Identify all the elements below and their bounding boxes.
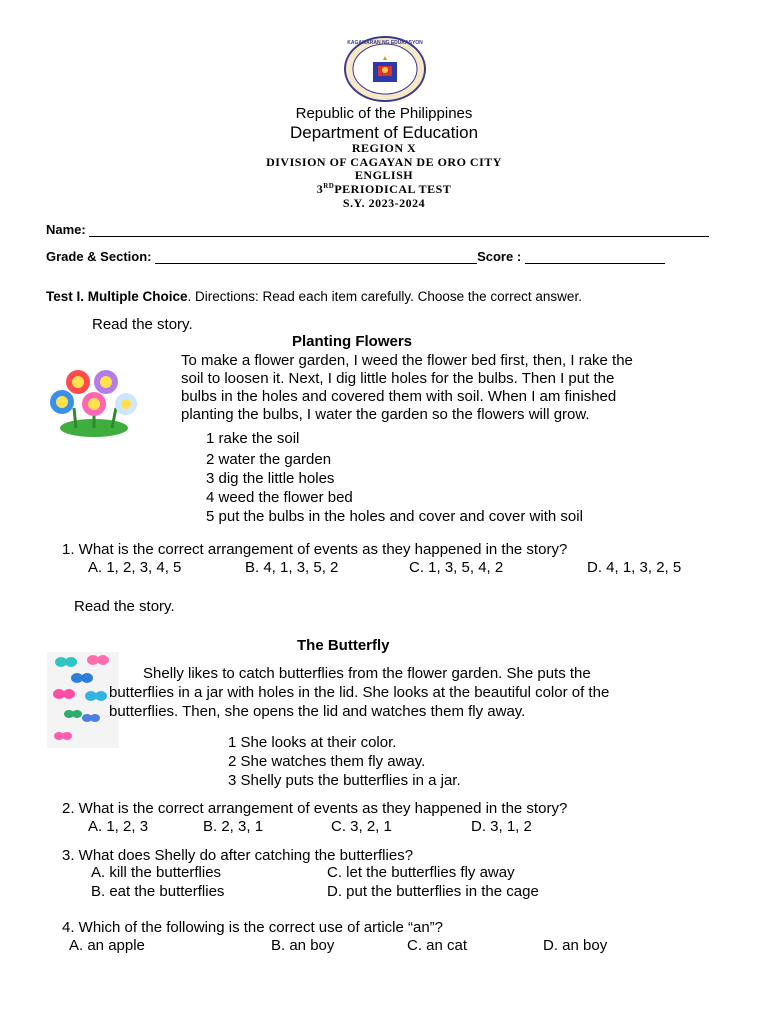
seal-text: KAGAWARAN NG EDUKASYON [347, 40, 423, 46]
test-ordinal-suffix: RD [323, 182, 335, 190]
story2-title: The Butterfly [297, 637, 390, 654]
department-title: Department of Education [289, 123, 479, 142]
q1-question: 1. What is the correct arrangement of events as they happened in the story? [62, 541, 568, 558]
school-year: S.Y. 2023-2024 [342, 196, 426, 210]
story2-event: 1 She looks at their color. [228, 734, 397, 751]
story2-line: butterflies. Then, she opens the lid and watches them fly away. [109, 703, 526, 720]
story1-line: bulbs in the holes and covered them with soil. When I am finished [181, 388, 617, 405]
test-name: PERIODICAL TEST [334, 182, 452, 196]
story1-intro: Read the story. [92, 316, 193, 333]
q3-choice-a[interactable]: A. kill the butterflies [91, 864, 222, 881]
story2-event: 2 She watches them fly away. [228, 753, 426, 770]
subject-title: ENGLISH [354, 168, 414, 182]
q2-question: 2. What is the correct arrangement of events as they happened in the story? [62, 800, 568, 817]
name-line[interactable] [89, 236, 709, 237]
name-label: Name: [46, 222, 86, 237]
story2-line: Shelly likes to catch butterflies from the flower garden. She puts the [143, 665, 591, 682]
grade-section-line[interactable] [155, 263, 477, 264]
story2-event: 3 Shelly puts the butterflies in a jar. [228, 772, 461, 789]
story1-event: 5 put the bulbs in the holes and cover and cover with soil [206, 508, 583, 525]
grade-section-label: Grade & Section: [46, 249, 152, 264]
story1-line: To make a flower garden, I weed the flower bed first, then, I rake the [181, 352, 633, 369]
test-ordinal: 3 [316, 182, 324, 196]
story1-line: planting the bulbs, I water the garden so the flowers will grow. [181, 406, 590, 423]
division-title: DIVISION OF CAGAYAN DE ORO CITY [266, 155, 502, 169]
story1-event: 3 dig the little holes [206, 470, 335, 487]
story1-event: 1 rake the soil [206, 430, 300, 447]
flowers-image [46, 368, 144, 438]
story1-text [181, 352, 633, 424]
q1-choice-c[interactable]: C. 1, 3, 5, 4, 2 [409, 559, 504, 576]
score-label: Score : [477, 249, 522, 264]
story1-title: Planting Flowers [292, 333, 413, 350]
q4-choice-a[interactable]: A. an apple [69, 937, 145, 954]
q4-question: 4. Which of the following is the correct use of article “an”? [62, 919, 444, 936]
test1-directions [46, 289, 582, 304]
region-title: REGION X [351, 141, 417, 155]
q2-choice-c[interactable]: C. 3, 2, 1 [331, 818, 392, 835]
q3-choice-b[interactable]: B. eat the butterflies [91, 883, 225, 900]
q3-choice-d[interactable]: D. put the butterflies in the cage [327, 883, 539, 900]
q1-choice-a[interactable]: A. 1, 2, 3, 4, 5 [88, 559, 182, 576]
story2-text [109, 664, 609, 721]
story1-line: soil to loosen it. Next, I dig little holes for the bulbs. Then I put the [181, 370, 615, 387]
q2-choice-d[interactable]: D. 3, 1, 2 [471, 818, 532, 835]
story2-events [228, 733, 461, 790]
q3-question: 3. What does Shelly do after catching the butterflies? [62, 847, 414, 864]
story1-events [206, 429, 583, 526]
q1-choice-b[interactable]: B. 4, 1, 3, 5, 2 [245, 559, 339, 576]
q1-choice-d[interactable]: D. 4, 1, 3, 2, 5 [587, 559, 682, 576]
story1-event: 4 weed the flower bed [206, 489, 353, 506]
test1-title: Test I. Multiple Choice [46, 289, 188, 304]
q2-choice-a[interactable]: A. 1, 2, 3 [88, 818, 149, 835]
name-field[interactable] [46, 222, 709, 237]
story2-line: butterflies in a jar with holes in the lid. She looks at the beautiful color of the [109, 684, 610, 701]
q3-choice-c[interactable]: C. let the butterflies fly away [327, 864, 515, 881]
republic-title: Republic of the Philippines [295, 105, 473, 122]
q2-choice-b[interactable]: B. 2, 3, 1 [203, 818, 264, 835]
grade-section-field[interactable] [46, 249, 665, 264]
story1-event: 2 water the garden [206, 451, 332, 468]
q4-choice-c[interactable]: C. an cat [407, 937, 468, 954]
test-title [0, 182, 768, 197]
test1-directions-text: . Directions: Read each item carefully. Choose the correct answer. [187, 289, 582, 304]
q4-choice-d[interactable]: D. an boy [543, 937, 608, 954]
score-line[interactable] [525, 263, 665, 264]
q4-choice-b[interactable]: B. an boy [271, 937, 335, 954]
story2-intro: Read the story. [74, 598, 175, 615]
